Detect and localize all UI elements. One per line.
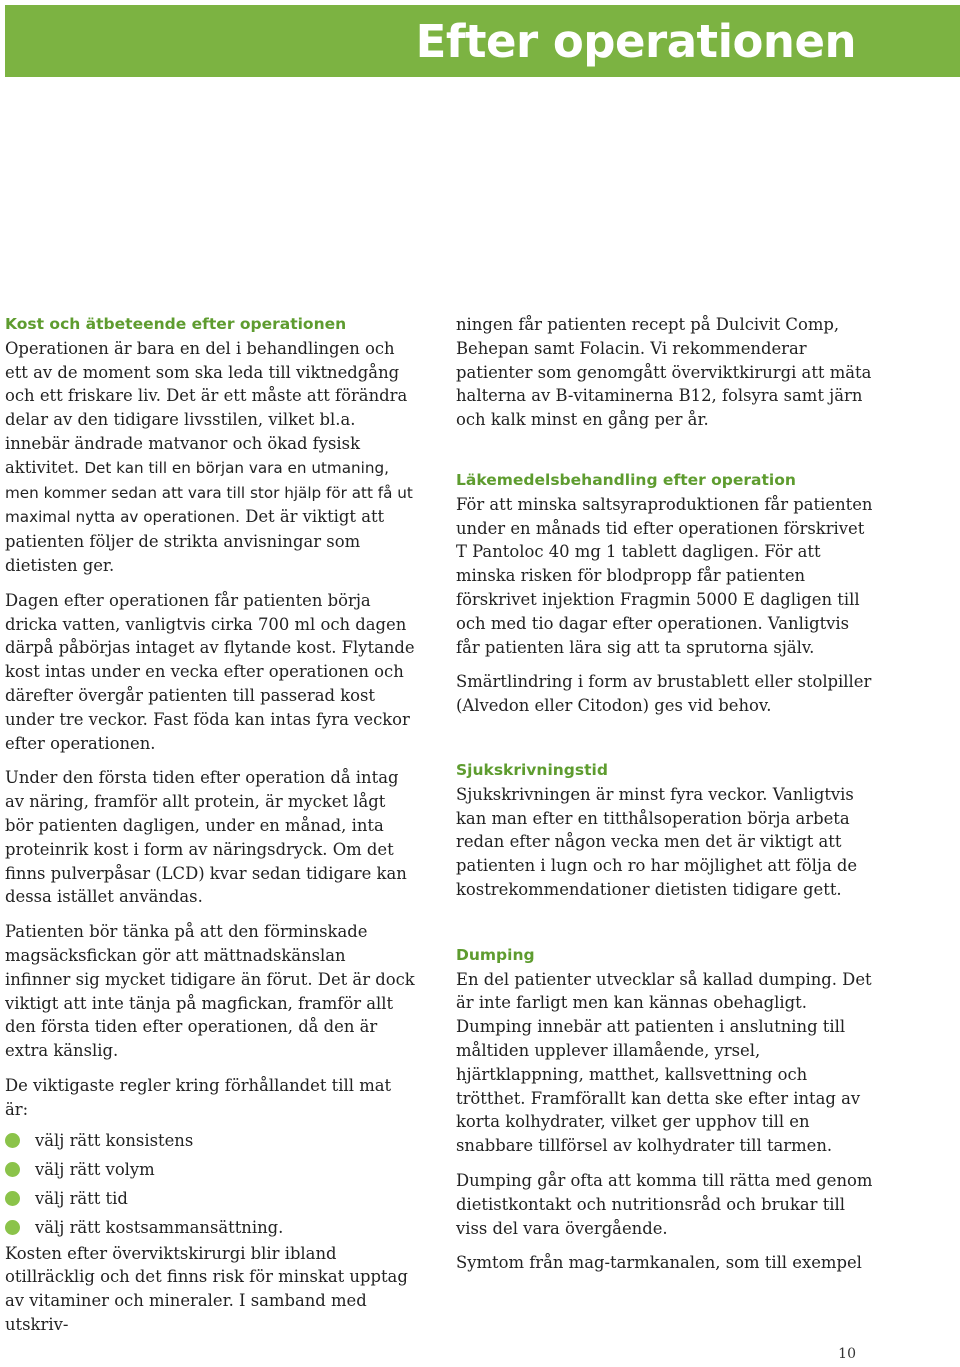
list-item: välj rätt kostsammansättning. — [5, 1213, 415, 1242]
list-item: välj rätt tid — [5, 1184, 415, 1213]
rules-list — [5, 1126, 415, 1242]
list-item: välj rätt konsistens — [5, 1126, 415, 1155]
paragraph-sjukskrivning: Sjukskrivningen är minst fyra veckor. Vanligtvis kan man efter en titthålsoperation börja arbeta redan efter någon vecka men det är viktigt att patienten i lugn och ro har möjlighet att följa de kostrekommendationer dietisten tidigare gett. — [456, 784, 858, 899]
left-column — [5, 313, 415, 1348]
list-item: välj rätt volym — [5, 1155, 415, 1184]
bullet-dot-icon — [5, 1220, 20, 1235]
paragraph-smartlindring: Smärtlindring i form av brustablett eller stolpiller (Alvedon eller Citodon) ges vid behov. — [456, 672, 872, 716]
header-bar — [5, 5, 960, 77]
section-heading-sjukskrivning: Sjukskrivningstid — [456, 760, 608, 779]
paragraph-magsacksfickan: Patienten bör tänka på att den förminskade magsäcksfickan gör att mättnadskänslan infinner sig mycket tidigare än förut. Det är dock viktigt att inte tänja på magfickan, framför allt den första tiden efter operationen, då den är extra känslig. — [5, 922, 415, 1061]
paragraph-regler: De viktigaste regler kring förhållandet till mat är: — [5, 1075, 392, 1119]
bullet-dot-icon — [5, 1191, 20, 1206]
paragraph-dumping: En del patienter utvecklar så kallad dumping. Det är inte farligt men kan kännas obehagligt. Dumping innebär att patienten i anslutning till måltiden upplever illamående, yrsel, hjärtklappning, matthet, kallsvettning och trötthet. Framförallt kan detta ske efter intag av korta kolhydrater, vilket ger upphov till en snabbare tillförsel av kolhydrater till tarmen. — [456, 969, 872, 1156]
paragraph-kosten: Kosten efter överviktskirurgi blir ibland otillräcklig och det finns risk för minskat upptag av vitaminer och mineraler. I samband med utskriv- — [5, 1243, 408, 1334]
section-heading-kost: Kost och ätbeteende efter operationen — [5, 315, 347, 333]
paragraph-dagen-efter: Dagen efter operationen får patienten börja dricka vatten, vanligtvis cirka 700 ml och dagen därpå påbörjas intaget av flytande kost. Flytande kost intas under en vecka efter operationen och därefter övergår patienten till passerad kost under tre veckor. Fast föda kan intas fyra veckor efter operationen. — [5, 590, 415, 753]
paragraph-symtom: Symtom från mag-tarmkanalen, som till exempel — [456, 1253, 862, 1273]
paragraph-dumping-rad: Dumping går ofta att komma till rätta med genom dietistkontakt och nutritionsråd och brukar till viss del vara övergående. — [456, 1170, 873, 1238]
bullet-dot-icon — [5, 1133, 20, 1148]
paragraph-intro — [5, 337, 415, 578]
bullet-dot-icon — [5, 1162, 20, 1177]
page-number: 10 — [838, 1346, 856, 1362]
intro-tail-text: Det är viktigt att patienten följer de strikta anvisningar som dietisten ger. — [5, 507, 385, 575]
right-column — [456, 313, 876, 1286]
paragraph-recept: ningen får patienten recept på Dulcivit Comp, Behepan samt Folacin. Vi rekommenderar patienter som genomgått överviktkirurgi att mäta halterna av B-vitaminerna B12, folsyra samt järn och kalk minst en gång per år. — [456, 315, 872, 430]
paragraph-forsta-tiden: Under den första tiden efter operation då intag av näring, framför allt protein, är mycket lågt bör patienten dagligen, under en månad, inta proteinrik kost i form av näringsdryck. Om det finns pulverpåsar (LCD) kvar sedan tidigare kan dessa istället användas. — [5, 768, 407, 907]
intro-sans-text: Det kan till en början vara en utmaning, men kommer sedan att vara till stor hjälp för att få ut maximal nytta av operationen. — [5, 458, 413, 527]
section-heading-lakemedel: Läkemedelsbehandling efter operation — [456, 470, 796, 489]
intro-text: Operationen är bara en del i behandlingen och ett av de moment som ska leda till viktnedgång och ett friskare liv. Det är ett måste att förändra delar av den tidigare livsstilen, vilket bl.a. innebär ändrade matvanor och ökad fysisk aktivitet. — [5, 338, 408, 477]
page-title: Efter operationen — [415, 15, 856, 68]
paragraph-lakemedel: För att minska saltsyraproduktionen får patienten under en månads tid efter operationen förskrivet T Pantoloc 40 mg 1 tablett dagligen. För att minska risken för blodpropp får patienten förskrivet injektion Fragmin 5000 E dagligen till och med tio dagar efter operationen. Vanligtvis får patienten lära sig att ta sprutorna själv. — [456, 494, 873, 657]
section-heading-dumping: Dumping — [456, 945, 535, 964]
